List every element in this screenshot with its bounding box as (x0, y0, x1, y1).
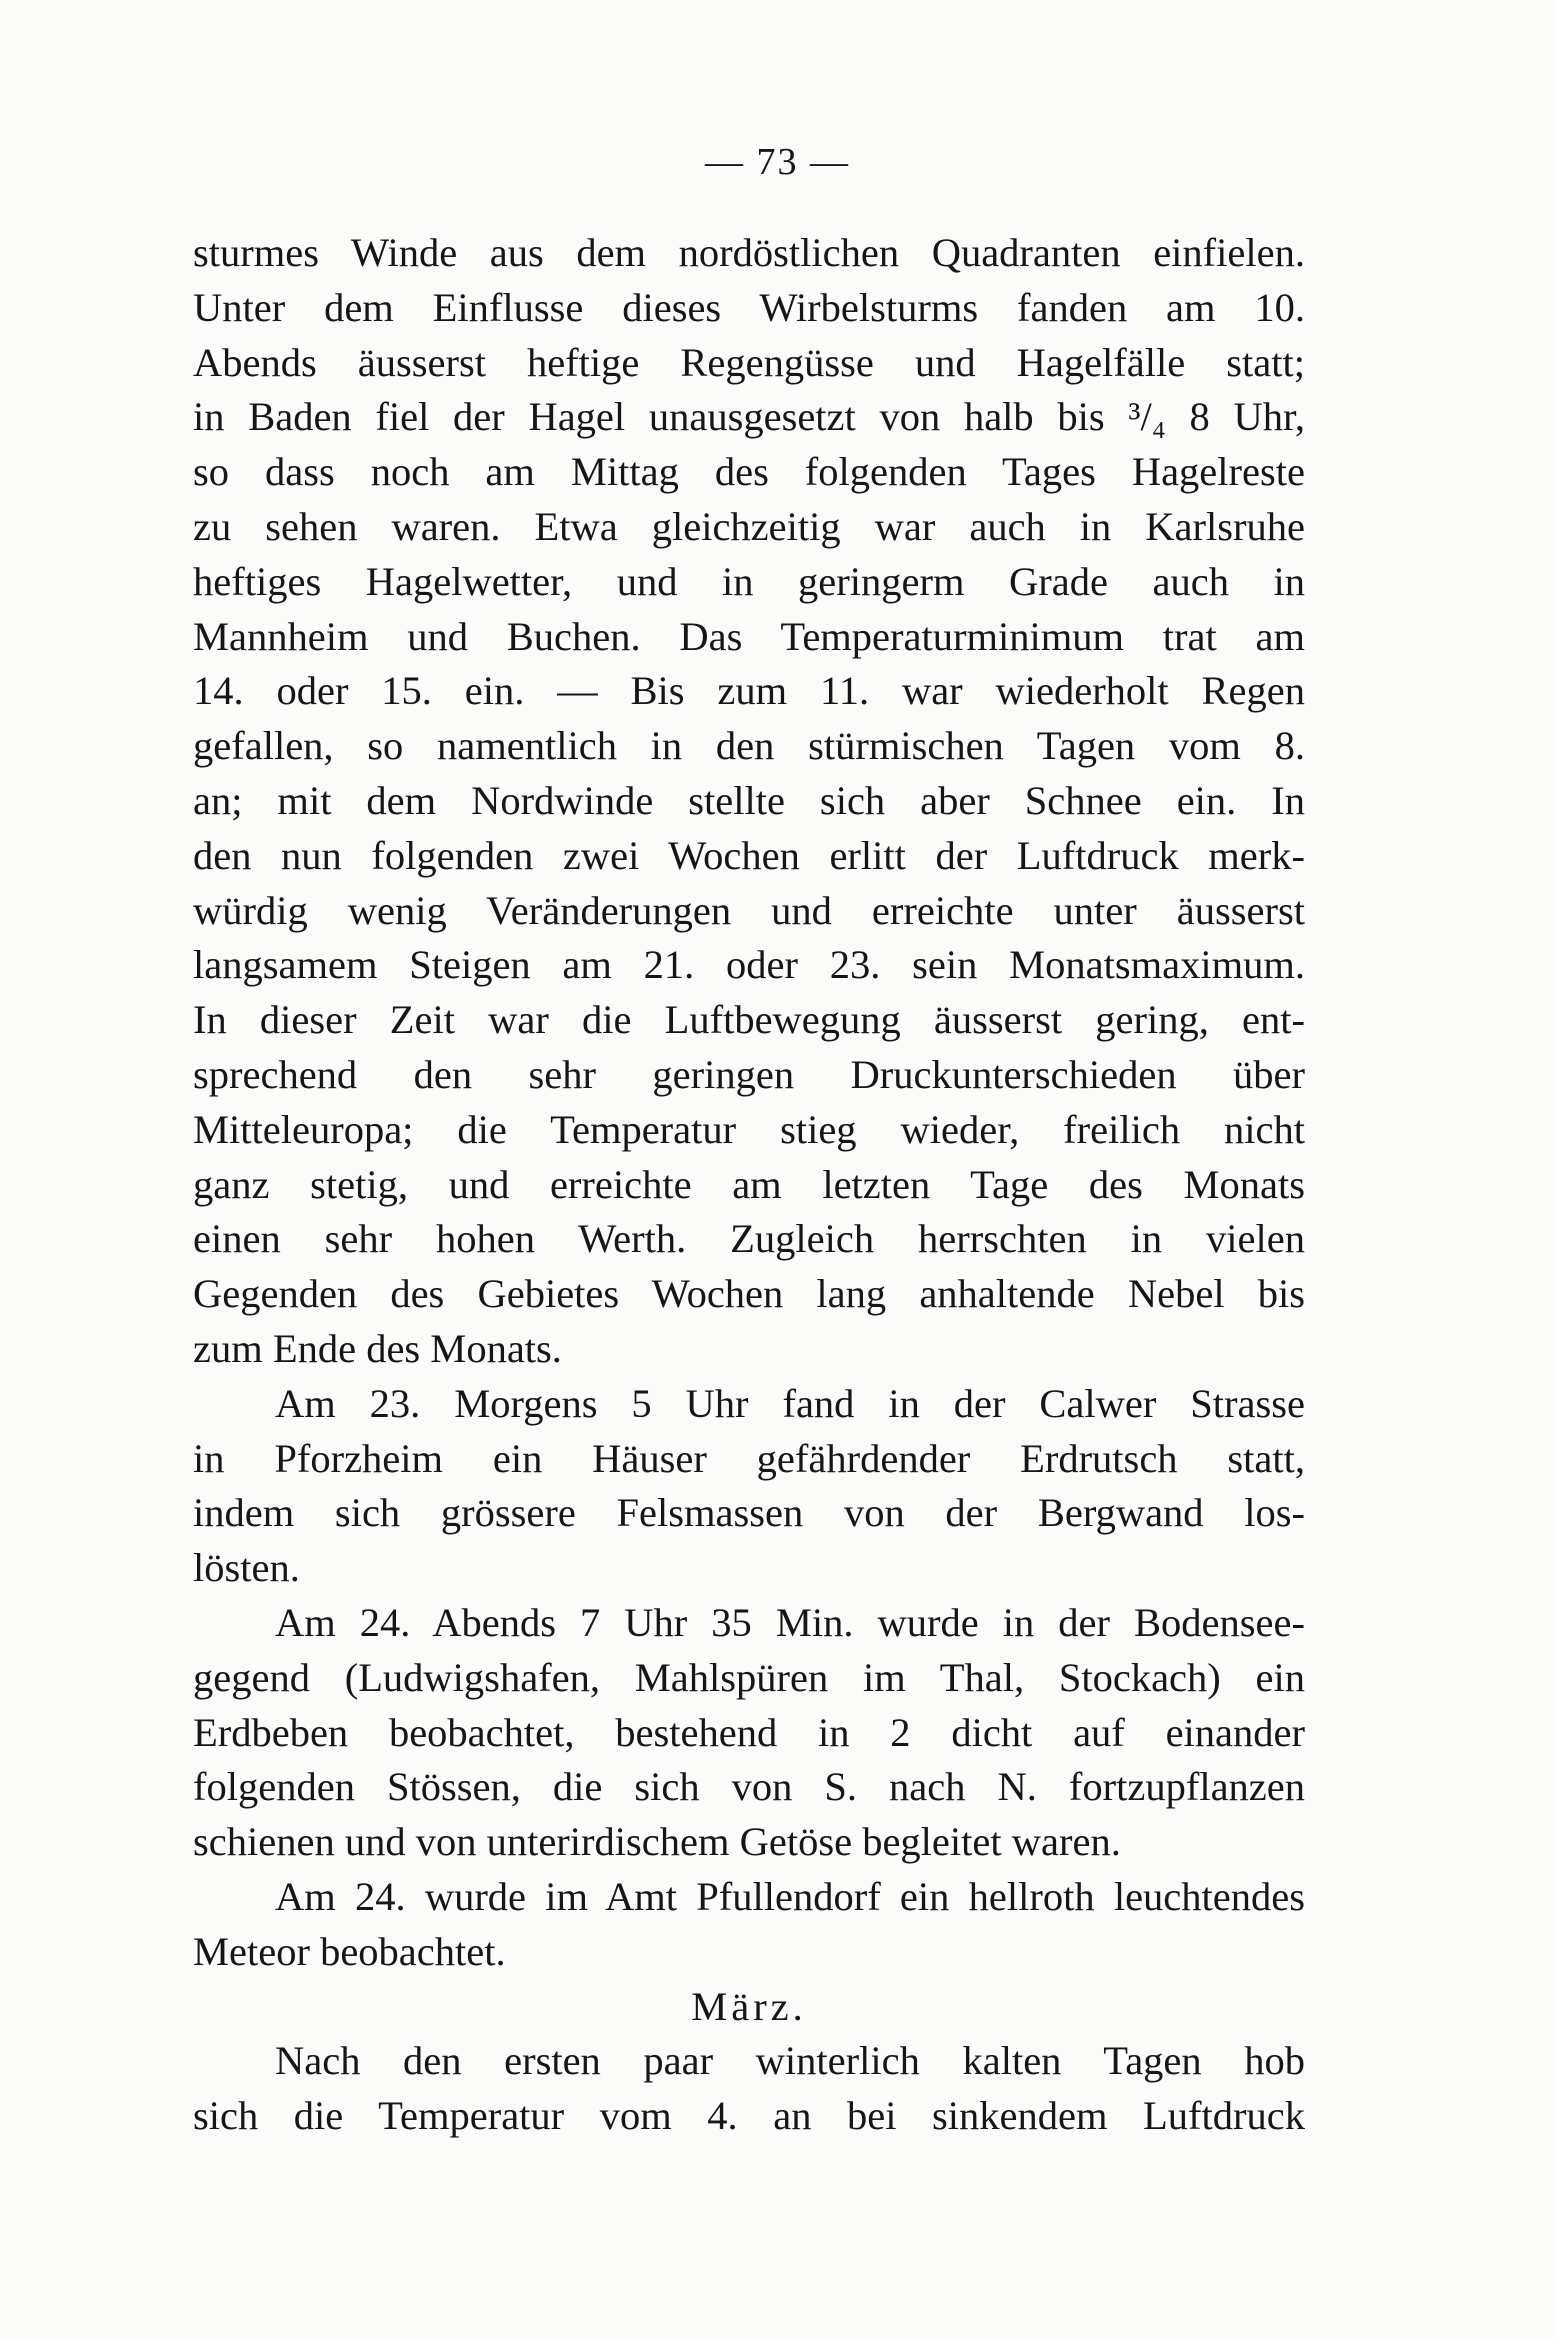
text-line: Abends äusserst heftige Regengüsse und Hagelfälle statt; (193, 339, 1305, 385)
text-line: Erdbeben beobachtet, bestehend in 2 dicht auf einander (193, 1709, 1305, 1755)
body-text (193, 226, 1305, 2144)
text-line: in Baden fiel der Hagel unausgesetzt von halb bis ³/₄ 8 Uhr, (193, 394, 1305, 440)
text-line: gefallen, so namentlich in den stürmischen Tagen vom 8. (193, 723, 1305, 769)
text-line: würdig wenig Veränderungen und erreichte unter äusserst (193, 887, 1305, 933)
section-heading: März. (691, 1983, 807, 2029)
text-line: Gegenden des Gebietes Wochen lang anhaltende Nebel bis (193, 1271, 1305, 1317)
paragraph-end-line: zum Ende des Monats. (193, 1325, 562, 1371)
paragraph-start-line: Am 24. wurde im Amt Pfullendorf ein hellroth leuchtendes (275, 1873, 1305, 1919)
paragraph-start-line: Nach den ersten paar winterlich kalten Tagen hob (275, 2038, 1305, 2084)
text-line: gegend (Ludwigshafen, Mahlspüren im Thal, Stockach) ein (193, 1654, 1305, 1700)
text-line: an; mit dem Nordwinde stellte sich aber Schnee ein. In (193, 777, 1305, 823)
text-line: den nun folgenden zwei Wochen erlitt der Luftdruck merk- (193, 832, 1305, 878)
text-line: In dieser Zeit war die Luftbewegung äusserst gering, ent- (193, 997, 1305, 1043)
text-line: Unter dem Einflusse dieses Wirbelsturms fanden am 10. (193, 284, 1305, 330)
paragraph-end-line: lösten. (193, 1545, 300, 1591)
text-line: Mannheim und Buchen. Das Temperaturminimum trat am (193, 613, 1305, 659)
text-line: sturmes Winde aus dem nordöstlichen Quadranten einfielen. (193, 230, 1305, 275)
text-line: 14. oder 15. ein. — Bis zum 11. war wiederholt Regen (193, 668, 1305, 714)
text-line: in Pforzheim ein Häuser gefährdender Erdrutsch statt, (193, 1435, 1305, 1481)
text-line: heftiges Hagelwetter, und in geringerm Grade auch in (193, 558, 1305, 604)
page-number: — 73 — (705, 141, 850, 183)
text-line: sich die Temperatur vom 4. an bei sinkendem Luftdruck (193, 2093, 1305, 2139)
text-line: ganz stetig, und erreichte am letzten Tage des Monats (193, 1161, 1305, 1207)
text-line: langsamem Steigen am 21. oder 23. sein Monatsmaximum. (193, 942, 1305, 988)
text-line: Mitteleuropa; die Temperatur stieg wieder, freilich nicht (193, 1106, 1305, 1152)
text-line: einen sehr hohen Werth. Zugleich herrschten in vielen (193, 1216, 1305, 1262)
paragraph-start-line: Am 24. Abends 7 Uhr 35 Min. wurde in der Bodensee- (275, 1599, 1305, 1645)
text-line: folgenden Stössen, die sich von S. nach N. fortzupflanzen (193, 1764, 1305, 1810)
text-line: indem sich grössere Felsmassen von der Bergwand los- (193, 1490, 1305, 1536)
paragraph-start-line: Am 23. Morgens 5 Uhr fand in der Calwer Strasse (275, 1380, 1305, 1426)
text-line: sprechend den sehr geringen Druckunterschieden über (193, 1051, 1305, 1097)
text-line: so dass noch am Mittag des folgenden Tages Hagelreste (193, 449, 1305, 495)
text-line: zu sehen waren. Etwa gleichzeitig war auch in Karlsruhe (193, 503, 1305, 549)
paragraph-end-line: schienen und von unterirdischem Getöse begleitet waren. (193, 1819, 1121, 1865)
paragraph-end-line: Meteor beobachtet. (193, 1928, 506, 1974)
